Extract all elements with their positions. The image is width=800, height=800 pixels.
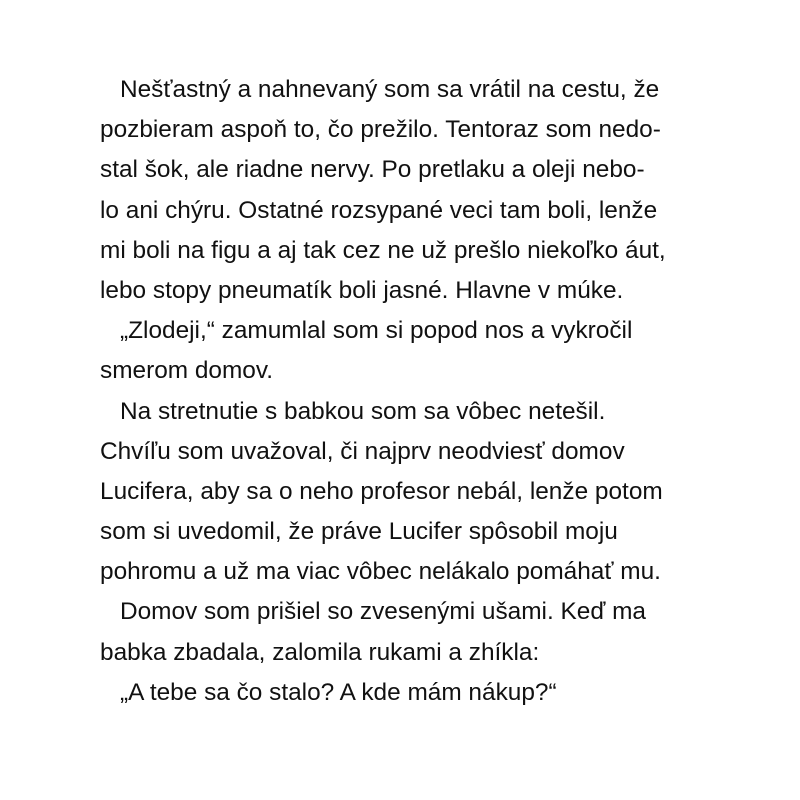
text-line: lebo stopy pneumatík boli jasné. Hlavne v múke.	[100, 276, 624, 304]
text-line: babka zbadala, zalomila rukami a zhíkla:	[100, 638, 540, 666]
text-line: Nešťastný a nahnevaný som sa vrátil na cestu, že	[120, 76, 660, 103]
text-line: pozbieram aspoň to, čo prežilo. Tentoraz som nedo-	[100, 116, 661, 144]
text-line: mi boli na figu a aj tak cez ne už prešlo niekoľko áut,	[100, 236, 666, 264]
text-line: stal šok, ale riadne nervy. Po pretlaku a oleji nebo-	[100, 156, 645, 184]
text-line: lo ani chýru. Ostatné rozsypané veci tam boli, lenže	[100, 196, 658, 224]
text-line: Domov som prišiel so zvesenými ušami. Keď ma	[120, 598, 646, 626]
text-line: pohromu a už ma viac vôbec nelákalo pomáhať mu.	[100, 558, 661, 586]
book-page-text	[100, 70, 740, 713]
text-line: Lucifera, aby sa o neho profesor nebál, lenže potom	[100, 477, 663, 505]
text-line: Na stretnutie s babkou som sa vôbec netešil.	[120, 397, 606, 425]
text-line: „A tebe sa čo stalo? A kde mám nákup?“	[120, 678, 557, 706]
text-line: som si uvedomil, že práve Lucifer spôsobil moju	[100, 518, 618, 546]
text-line: Chvíľu som uvažoval, či najprv neodviesť domov	[100, 437, 625, 465]
text-line: smerom domov.	[100, 357, 274, 385]
text-line: „Zlodeji,“ zamumlal som si popod nos a vykročil	[120, 317, 633, 345]
